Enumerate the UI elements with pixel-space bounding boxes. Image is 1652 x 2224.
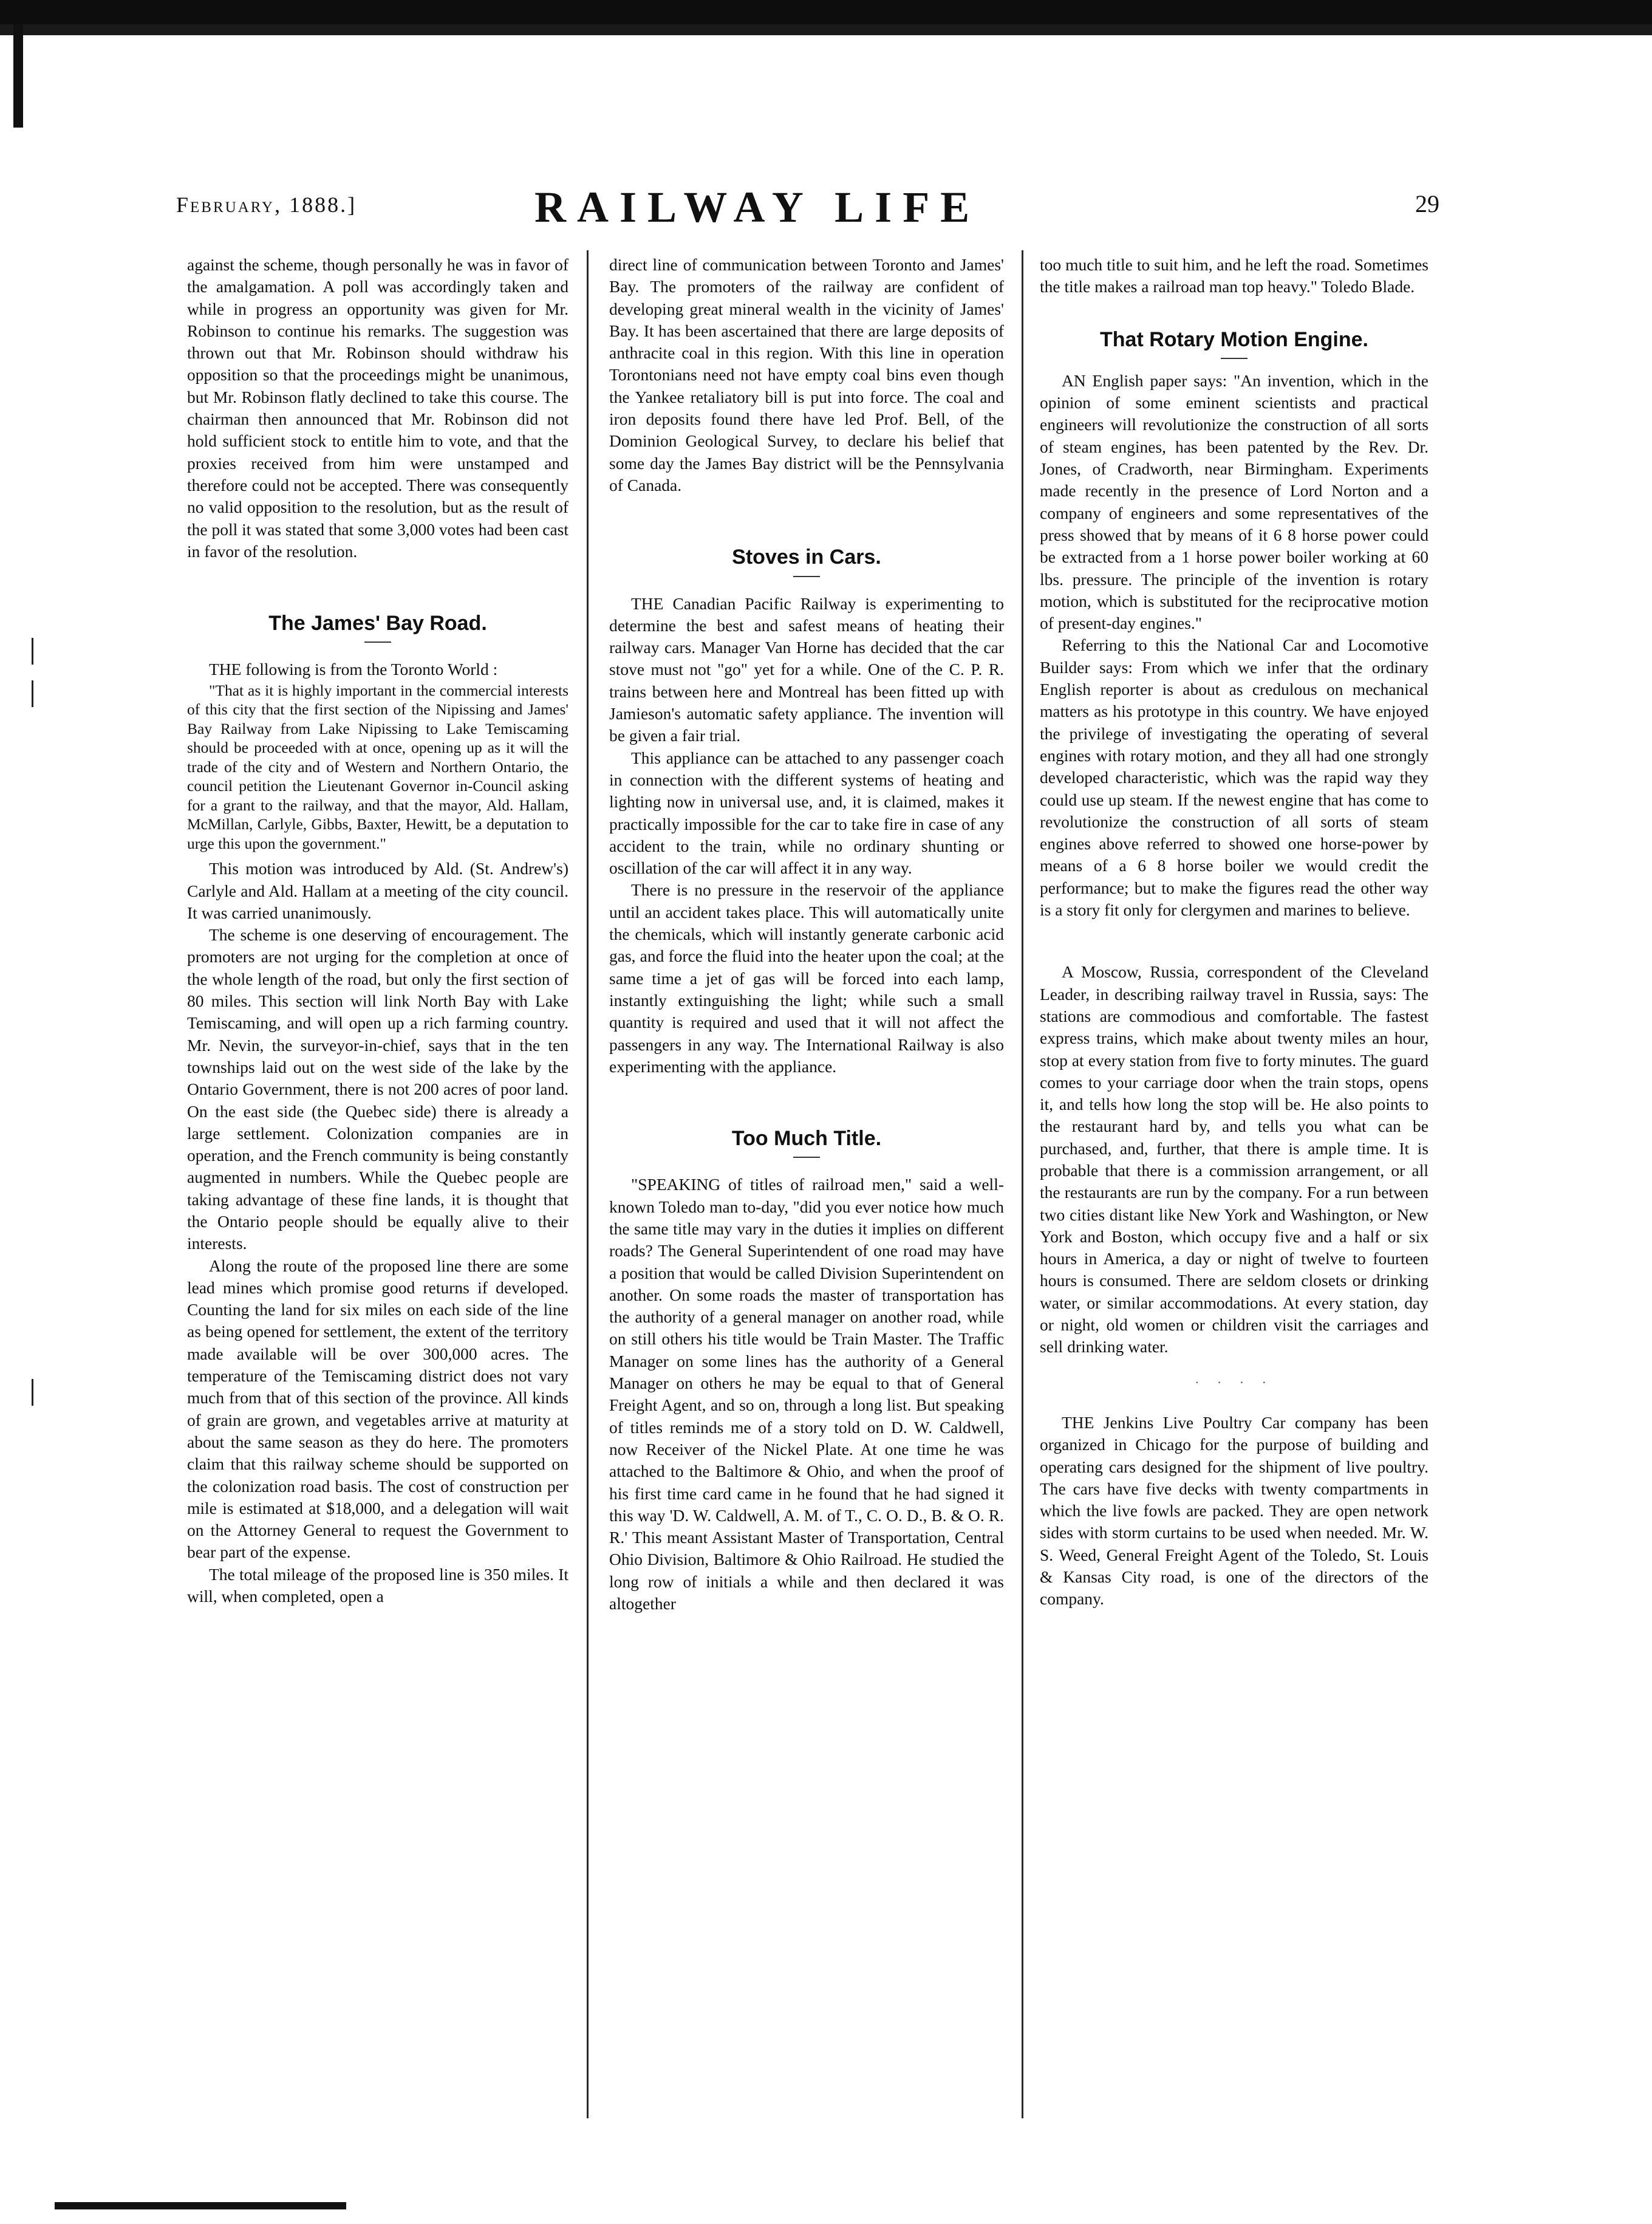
article-continuation: too much title to suit him, and he left the road. Sometimes the title makes a railroad man top heavy." Toledo Blade. (1040, 255, 1428, 296)
article-heading: The James' Bay Road. (268, 612, 487, 635)
top-border-shadow (0, 24, 1652, 35)
bottom-edge-rule (55, 2202, 346, 2209)
article-paragraph: This motion was introduced by Ald. (St. Andrew's) Carlyle and Ald. Hallam at a meeting of the city council. It was carried unanimously. (187, 859, 568, 922)
heading-rule (1221, 358, 1248, 359)
column-2 (609, 254, 1004, 1615)
margin-mark (32, 680, 33, 707)
page-header (176, 182, 1439, 231)
article-heading: Too Much Title. (731, 1127, 882, 1151)
section-separator: · · · · (1195, 1374, 1274, 1390)
column-1 (187, 254, 568, 1607)
article-heading: Stoves in Cars. (732, 546, 881, 569)
article-continuation: direct line of communication between Toronto and James' Bay. The promoters of the railway are confident of developing great mineral wealth in the vicinity of James' Bay. It has been ascertained that there are large deposits of anthracite coal in this region. With this line in operation Torontonians need not have empty coal bins even though the Yankee retaliatory bill is put into force. The coal and iron deposits found there have led Prof. Bell, of the Dominion Geological Survey, to declare his belief that some day the James Bay district will be the Pennsylvania of Canada. (609, 255, 1004, 494)
heading-rule (364, 642, 391, 643)
article-paragraph: "SPEAKING of titles of railroad men," said a well-known Toledo man to-day, "did you ever notice how much the same title may vary in the duties it implies on different roads? The General Superintendent of one road may have a position that would be called Division Superintendent on another. On some roads the master of transportation has the authority of a general manager on another road, while on still others his title would be Train Master. The Traffic Manager on some lines has the authority of a General Manager on others he may be equal to that of General Freight Agent, and so on, through a long list. But speaking of titles reminds me of a story told on D. W. Caldwell, now Receiver of the Nickel Plate. At one time he was attached to the Baltimore & Ohio, and when the proof of his first time card came in he found that he had signed it this way 'D. W. Caldwell, A. M. of T., C. O. D., B. & O. R. R.' This meant Assistant Master of Transportation, Central Ohio Division, Baltimore & Ohio Railroad. He studied the long row of initials a while and then declared it was altogether (609, 1175, 1004, 1613)
column-divider (1022, 250, 1023, 2118)
page-number: 29 (1415, 190, 1439, 217)
margin-mark (32, 1379, 33, 1406)
section-gap (1040, 921, 1428, 961)
issue-date: February, 1888.] (176, 193, 357, 217)
quoted-resolution: "That as it is highly important in the commercial interests of this city that the first section of the Nipissing and James' Bay Railway from Lake Nipissing to Lake Temiscaming should be proceeded with at once, opening up as it will the trade of the city and of Western and Northern Ontario, the council petition the Lieutenant Governor in-Council asking for a grant to the railway, and that the mayor, Ald. Hallam, McMillan, Carlyle, Gibbs, Baxter, Hewitt, be a deputation to urge this upon the government." (187, 681, 568, 852)
heading-rule (793, 576, 820, 577)
article-heading: That Rotary Motion Engine. (1100, 327, 1368, 351)
article-paragraph: The total mileage of the proposed line is 350 miles. It will, when completed, open a (187, 1564, 568, 1606)
article-paragraph: There is no pressure in the reservoir of the appliance until an accident takes place. This will automatically unite the chemicals, which will instantly generate carbonic acid gas, and force the fluid into the heater upon the coal; at the same time a jet of gas will be forced into each lamp, instantly extinguishing the light; while such a small quantity is required and used that it will not affect the passengers in any way. The International Railway is also experimenting with the appliance. (609, 880, 1004, 1076)
article-paragraph: A Moscow, Russia, correspondent of the Cleveland Leader, in describing railway travel in Russia, says: The stations are commodious and comfortable. The fastest express trains, which make about twenty miles an hour, stop at every station from five to forty minutes. The guard comes to your carriage door when the train stops, opens it, and tells how long the stop will be. He also points to the restaurant hard by, and tells you what can be purchased, and, further, that there is ample time. It is probable that there is a commission arrangement, or all the restaurants are run by the company. For a run between two cities distant like New York and Washington, or New York and Boston, which occupy five and a half or six hours in America, a day or night of twelve to fourteen hours is consumed. There are seldom closets or drinking water, or similar accommodations. At every station, day or night, old women or children visit the carriages and sell drinking water. (1040, 962, 1428, 1357)
article-paragraph: THE Canadian Pacific Railway is experimenting to determine the best and safest means of heating their railway cars. Manager Van Horne has decided that the car stove must not "go" yet for a while. One of the C. P. R. trains between here and Montreal has been fitted up with Jamieson's automatic safety appliance. The invention will be given a fair trial. (609, 594, 1004, 745)
article-paragraph: Referring to this the National Car and Locomotive Builder says: From which we infer that the ordinary English reporter is about as credulous on mechanical matters as his prototype in this country. We have enjoyed the privilege of investigating the operating of several engines with rotary motion, and they all had one strongly developed characteristic, which was the rapid way they could use up steam. If the newest engine that has come to revolutionize the construction of all sorts of steam engines above referred to showed one horse-power by means of a 6 8 horse boiler we would credit the performance; but to make the figures read the other way is a story fit only for clergymen and marines to believe. (1040, 635, 1428, 920)
left-corner-mark (13, 24, 23, 128)
article-paragraph: Along the route of the proposed line there are some lead mines which promise good returns if developed. Counting the land for six miles on each side of the line as being opened for settlement, the extent of the territory made available will be over 300,000 acres. The temperature of the Temiscaming district does not vary much from that of this section of the province. All kinds of grain are grown, and vegetables arrive at maturity at about the same season as they do here. The promoters claim that this railway scheme should be supported on the colonization road basis. The cost of construction per mile is estimated at $18,000, and a delegation will wait on the Attorney General to request the Government to bear part of the expense. (187, 1256, 568, 1562)
top-border-rule (0, 0, 1652, 24)
article-paragraph: THE Jenkins Live Poultry Car company has been organized in Chicago for the purpose of building and operating cars designed for the shipment of live poultry. The cars have five decks with twenty compartments in which the live fowls are packed. They are open network sides with storm curtains to be used when needed. Mr. W. S. Weed, General Freight Agent of the Toledo, St. Louis & Kansas City road, is one of the directors of the company. (1040, 1412, 1428, 1609)
article-paragraph: This appliance can be attached to any passenger coach in connection with the different systems of heating and lighting now in universal use, and, it is claimed, makes it practically impossible for the car to take fire in case of any accident to the train, while no ordinary shunting or oscillation of the car will affect it in any way. (609, 748, 1004, 878)
column-3 (1040, 254, 1428, 1610)
column-divider (587, 250, 589, 2118)
heading-rule (793, 1157, 820, 1158)
margin-mark (32, 638, 33, 665)
article-paragraph: THE following is from the Toronto World : (209, 660, 498, 679)
masthead-title: RAILWAY LIFE (534, 183, 981, 231)
article-paragraph: The scheme is one deserving of encouragement. The promoters are not urging for the completion at once of the whole length of the road, but only the first section of 80 miles. This section will link North Bay with Lake Temiscaming, and will open up a rich farming country. Mr. Nevin, the surveyor-in-chief, says that in the ten townships laid out on the west side of the lake by the Ontario Government, there is not 200 acres of poor land. On the east side (the Quebec side) there is already a large settlement. Colonization companies are in operation, and the French community is being constantly augmented in numbers. While the Quebec people are taking advantage of these fine lands, it is thought that the Ontario people should be equally alive to their interests. (187, 925, 568, 1253)
article-continuation: against the scheme, though personally he was in favor of the amalgamation. A poll was accordingly taken and while in progress an opportunity was given for Mr. Robinson to continue his remarks. The suggestion was thrown out that Mr. Robinson should withdraw his opposition so that the proceedings might be unanimous, but Mr. Robinson flatly declined to take this course. The chairman then announced that Mr. Robinson did not hold sufficient stock to entitle him to vote, and that the proxies received from him were unstamped and therefore could not be accepted. There was consequently no valid opposition to the resolution, but as the result of the poll it was stated that some 3,000 votes had been cast in favor of the resolution. (187, 255, 568, 561)
article-paragraph: AN English paper says: "An invention, which in the opinion of some eminent scientists and practical engineers will revolutionize the construction of all sorts of steam engines, has been patented by the Rev. Dr. Jones, of Cradworth, near Birmingham. Experiments made recently in the presence of Lord Norton and a company of engineers and some representatives of the press showed that by means of it 6 8 horse power could be extracted from a 1 horse power boiler working at 60 lbs. pressure. The principle of the invention is rotary motion, which is substituted for the reciprocative motion of present-day engines." (1040, 371, 1428, 633)
